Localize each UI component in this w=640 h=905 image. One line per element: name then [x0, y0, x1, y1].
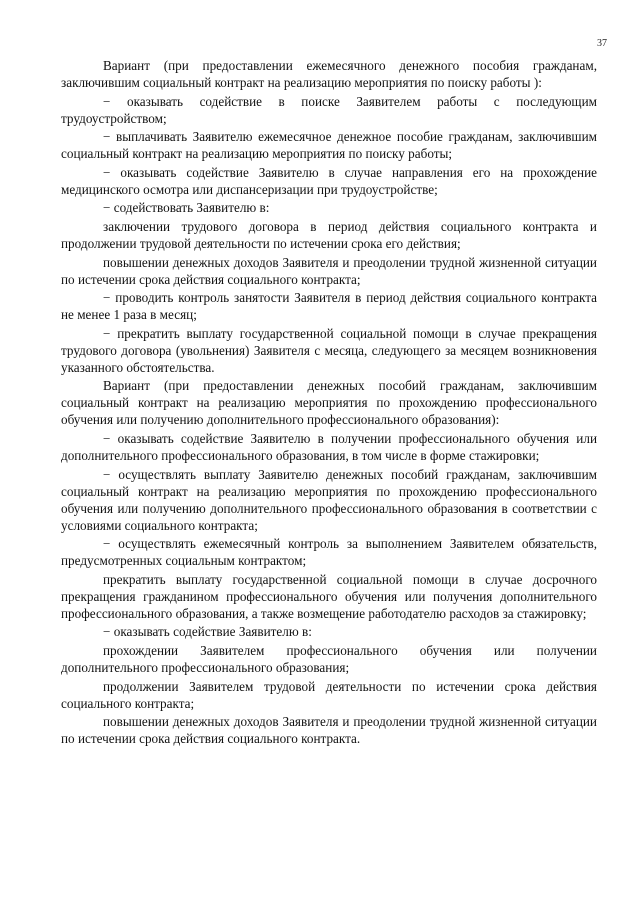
paragraph-employment-control: − проводить контроль занятости Заявителя в период действия социального контракта не менее 1 раза в месяц;: [61, 290, 597, 323]
paragraph-variant-training: Вариант (при предоставлении денежных пособий гражданам, заключившим социальный контракт на реализацию мероприятия по прохождению профессионального обучения или получению дополнительного профессионального образования):: [61, 378, 597, 428]
paragraph-stop-payment-dismissal: − прекратить выплату государственной социальной помощи в случае прекращения трудового договора (увольнения) Заявителя с месяца, следующего за месяцем возникновения указанного обстоятельства.: [61, 325, 597, 375]
paragraph-assist-training: − оказывать содействие Заявителю в получении профессионального обучения или дополнительного профессионального образования, в том числе в форме стажировки;: [61, 430, 597, 463]
paragraph-assist-in: − содействовать Заявителю в:: [103, 200, 270, 216]
page-number: 37: [597, 38, 607, 49]
paragraph-complete-training: прохождении Заявителем профессионального обучения или получении дополнительного профессионального образования;: [61, 642, 597, 675]
paragraph-monthly-control: − осуществлять ежемесячный контроль за выполнением Заявителем обязательств, предусмотренных социальным контрактом;: [61, 536, 597, 569]
paragraph-continue-work: продолжении Заявителем трудовой деятельности по истечении срока действия социального контракта;: [61, 678, 597, 711]
document-body: [61, 57, 597, 749]
paragraph-employment-contract: заключении трудового договора в период действия социального контракта и продолжении трудовой деятельности по истечении срока его действия;: [61, 218, 597, 251]
paragraph-pay-monthly-allowance: − выплачивать Заявителю ежемесячное денежное пособие гражданам, заключившим социальный контракт на реализацию мероприятия по поиску работы;: [61, 129, 597, 162]
paragraph-income-increase-final: повышении денежных доходов Заявителя и преодолении трудной жизненной ситуации по истечении срока действия социального контракта.: [61, 714, 597, 747]
paragraph-income-increase: повышении денежных доходов Заявителя и преодолении трудной жизненной ситуации по истечении срока действия социального контракта;: [61, 254, 597, 287]
paragraph-stop-payment-training: прекратить выплату государственной социальной помощи в случае досрочного прекращения гражданином профессионального обучения или получения дополнительного профессионального образования, а также возмещение работодателю расходов за стажировку;: [61, 571, 597, 621]
paragraph-variant-job-search: Вариант (при предоставлении ежемесячного денежного пособия гражданам, заключившим социальный контракт на реализацию мероприятия по поиску работы ):: [61, 58, 597, 90]
paragraph-assist-job-search: − оказывать содействие в поиске Заявителем работы с последующим трудоустройством;: [61, 93, 597, 126]
paragraph-pay-training-allowance: − осуществлять выплату Заявителю денежных пособий гражданам, заключившим социальный контракт на реализацию мероприятия по прохождению профессионального обучения или получению дополнительного профессионального образования в соответствии с условиями социального контракта;: [61, 466, 597, 533]
paragraph-assist-medical-exam: − оказывать содействие Заявителю в случае направления его на прохождение медицинского осмотра или диспансеризации при трудоустройстве;: [61, 164, 597, 197]
paragraph-assist-in-training: − оказывать содействие Заявителю в:: [103, 624, 312, 640]
